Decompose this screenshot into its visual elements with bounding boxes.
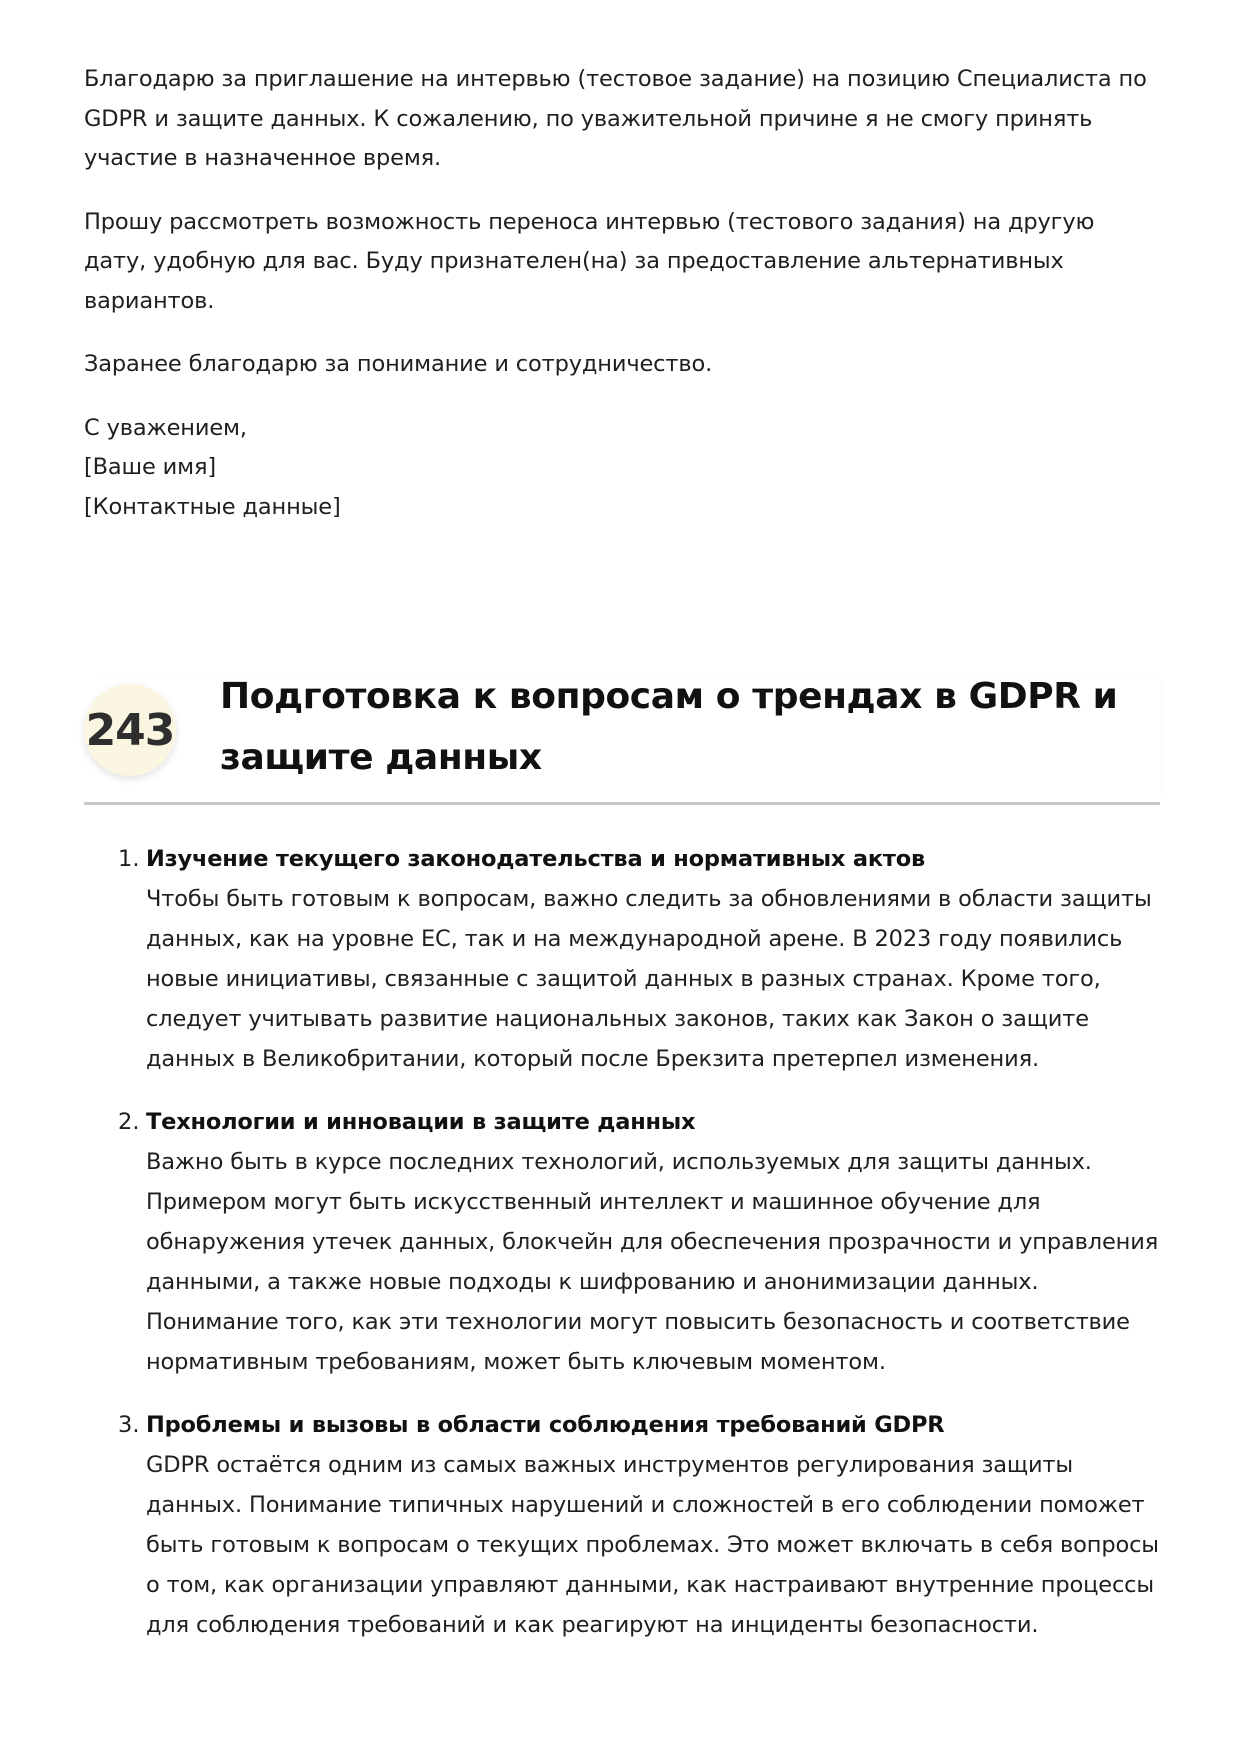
list-item xyxy=(84,839,1160,1079)
closing-salutation: С уважением, xyxy=(84,414,247,441)
letter-paragraph: Благодарю за приглашение на интервью (тестовое задание) на позицию Специалиста по GDPR и защите данных. К сожалению, по уважительной причине я не смогу принять участие в назначенное время. xyxy=(84,66,1147,171)
item-title: Изучение текущего законодательства и нормативных актов xyxy=(146,846,926,872)
section-number-badge: 243 xyxy=(84,684,176,776)
item-body: GDPR остаётся одним из самых важных инструментов регулирования защиты данных. Понимание типичных нарушений и сложностей в его соблюдении поможет быть готовым к вопросам о текущих проблемах. Это может включать в себя вопросы о том, как организации управляют данными, как настраивают внутренние процессы для соблюдения требований и как реагируют на инциденты безопасности. xyxy=(146,1452,1159,1638)
letter-closing xyxy=(84,409,1160,528)
item-body: Чтобы быть готовым к вопросам, важно следить за обновлениями в области защиты данных, как на уровне ЕС, так и на международной арене. В 2023 году появились новые инициативы, связанные с защитой данных в разных странах. Кроме того, следует учитывать развитие национальных законов, таких как Закон о защите данных в Великобритании, который после Брекзита претерпел изменения. xyxy=(146,886,1152,1072)
item-number: 1. xyxy=(118,846,140,872)
list-item xyxy=(84,1405,1160,1645)
letter-paragraph: Прошу рассмотреть возможность переноса интервью (тестового задания) на другую дату, удобную для вас. Буду признателен(на) за предоставление альтернативных вариантов. xyxy=(84,208,1095,314)
section xyxy=(84,676,1160,1638)
letter-paragraph: Заранее благодарю за понимание и сотрудничество. xyxy=(84,351,713,377)
letter xyxy=(84,60,1160,551)
topic-list xyxy=(84,839,1160,1668)
signature-name: [Ваше имя] xyxy=(84,454,216,480)
item-body: Важно быть в курсе последних технологий, используемых для защиты данных. Примером могут быть искусственный интеллект и машинное обучение для обнаружения утечек данных, блокчейн для обеспечения прозрачности и управления данными, а также новые подходы к шифрованию и анонимизации данных. Понимание того, как эти технологии могут повысить безопасность и соответствие нормативным требованиям, может быть ключевым моментом. xyxy=(146,1149,1159,1375)
section-title: Подготовка к вопросам о трендах в GDPR и защите данных xyxy=(220,676,1118,778)
item-title: Технологии и инновации в защите данных xyxy=(146,1109,696,1135)
list-item xyxy=(84,1102,1160,1382)
item-number: 2. xyxy=(118,1109,140,1135)
signature-contacts: [Контактные данные] xyxy=(84,493,341,520)
item-title: Проблемы и вызовы в области соблюдения требований GDPR xyxy=(146,1412,945,1438)
item-number: 3. xyxy=(118,1412,140,1438)
section-header xyxy=(84,678,1160,805)
